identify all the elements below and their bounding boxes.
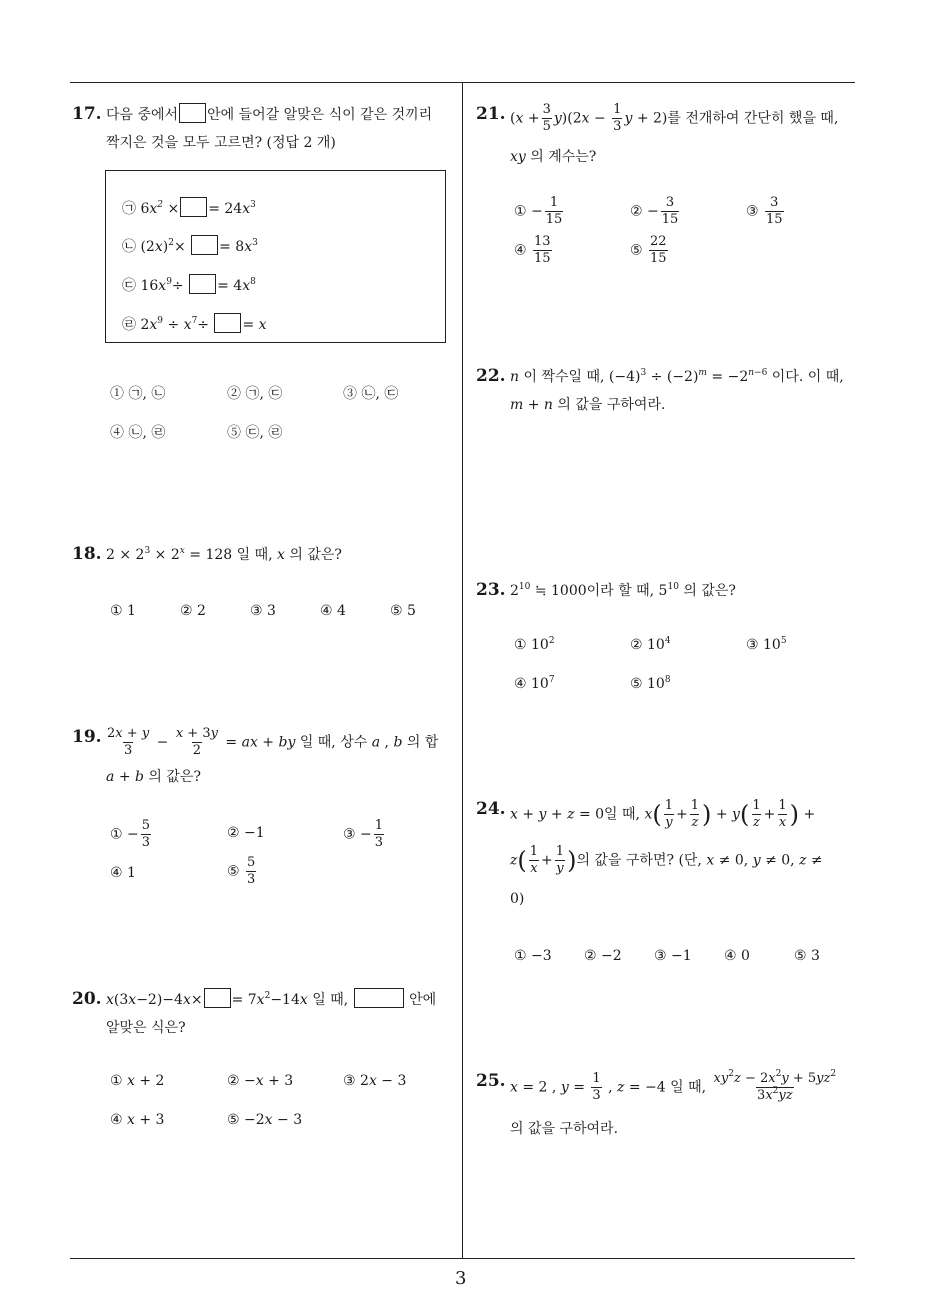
option-mark: ⑤: [227, 863, 240, 880]
problem-22-stem-line2: m + n 의 값을 구하여라.: [510, 397, 666, 413]
problem-21-stem-line2: xy 의 계수는?: [510, 149, 597, 165]
problem-23-stem-a: 이라 할 때,: [586, 583, 655, 599]
problem-18-option-4[interactable]: ④ 4: [320, 603, 346, 619]
option-mark: ④: [514, 676, 527, 692]
problem-24-stem-b: 의 값을 구하면? (단,: [576, 852, 702, 869]
problem-24-number: 24.: [476, 799, 506, 819]
problem-17-box-row-3: ㉢ $16x^9\div = 4x^8$: [122, 274, 256, 295]
problem-24-stem-line3: 0): [510, 891, 525, 907]
problem-24-option-1[interactable]: ① −3: [514, 948, 552, 964]
problem-24-option-4[interactable]: ④ 0: [724, 948, 750, 964]
problem-23-option-3[interactable]: ③ $10^5$: [746, 636, 787, 653]
problem-21-option-5[interactable]: ⑤ $\frac{22}{15}$: [630, 234, 667, 266]
option-mark: ③: [746, 203, 759, 220]
problem-19-option-3[interactable]: ③ − $\frac{1}{3}$: [343, 818, 384, 850]
problem-18-option-2[interactable]: ② 2: [180, 603, 206, 619]
problem-17-number: 17.: [72, 104, 102, 124]
option-mark: ①: [514, 637, 527, 653]
problem-19-stem-line2: a + b 의 값은?: [106, 769, 201, 785]
answer-blank: [214, 313, 241, 333]
problem-24-stem-a: 일 때,: [604, 806, 640, 823]
answer-blank: [180, 197, 207, 217]
problem-19-option-1[interactable]: ① − $\frac{5}{3}$: [110, 818, 151, 850]
problem-17-stem-a: 다음 중에서: [106, 107, 179, 123]
problem-17-box-row-2: ㉡ $(2x)^2\times = 8x^3$: [122, 235, 258, 256]
problem-17-option-5[interactable]: ⑤ ㉢, ㉣: [227, 425, 283, 441]
problem-18-stem-end: 의 값은?: [289, 547, 342, 563]
row-label: ㉠: [122, 201, 136, 217]
problem-18-stem-tail: 일 때,: [236, 547, 273, 563]
problem-19-stem-a: 일 때, 상수: [299, 734, 368, 751]
problem-21-number: 21.: [476, 104, 506, 124]
option-mark: ⑤: [227, 1112, 240, 1128]
problem-24-option-3[interactable]: ③ −1: [654, 948, 692, 964]
problem-17-stem-b: 안에 들어갈 알맞은 식이 같은 것끼리: [207, 107, 433, 123]
problem-19-option-2[interactable]: [227, 825, 265, 841]
problem-25-stem-line1: x = 2 , y = $\frac{1}{3}$ , z = −4 일 때, $\frac{xy^2z - 2x^2y + 5yz^2}{3x^2yz}$: [510, 1069, 837, 1103]
problem-23-option-4[interactable]: ④ $10^7$: [514, 675, 555, 692]
answer-blank: [189, 274, 216, 294]
problem-19-stem-c: 의 합: [406, 734, 439, 751]
problem-25-stem-line2: 의 값을 구하여라.: [510, 1121, 619, 1137]
problem-17-stem-line1: [106, 100, 432, 130]
problem-20-stem-line1: $x(3x-2)-4x\times = 7x^2-14x$ 일 때, 안에: [106, 985, 436, 1015]
problem-23-option-2[interactable]: ② $10^4$: [630, 636, 671, 653]
problem-17-option-2[interactable]: ② ㉠, ㉢: [227, 386, 283, 402]
problem-18-option-3[interactable]: ③ 3: [250, 603, 276, 619]
problem-22-stem-line1: n 이 짝수일 때, $(-4)^3 \div (-2)^m = -2^{n-6}$ 이다. 이 때,: [510, 368, 844, 385]
problem-22-stem-b: 이다. 이 때,: [771, 369, 844, 385]
problem-25-number: 25.: [476, 1071, 506, 1091]
problem-20-stem-a: 일 때,: [312, 992, 349, 1008]
problem-21-stem-line1: (x + $\frac{3}{5}$ y)(2x − $\frac{1}{3}$ y + 2)를 전개하여 간단히 했을 때,: [510, 102, 839, 134]
row-label: ㉣: [122, 317, 136, 333]
problem-17-option-3[interactable]: ③ ㉡, ㉢: [343, 386, 399, 402]
problem-21-option-3[interactable]: ③ $\frac{3}{15}$: [746, 195, 783, 227]
problem-18-option-5[interactable]: ⑤ 5: [390, 603, 416, 619]
option-mark: ②: [630, 203, 643, 220]
option-mark: ⑤: [630, 676, 643, 692]
problem-19-stem-d: 의 값은?: [148, 769, 201, 785]
problem-20-number: 20.: [72, 989, 102, 1009]
problem-21-option-1[interactable]: ① − $\frac{1}{15}$: [514, 195, 563, 227]
answer-blank: [191, 235, 218, 255]
problem-20-option-3[interactable]: ③ 2x − 3: [343, 1073, 407, 1089]
problem-21-option-4[interactable]: ④ $\frac{13}{15}$: [514, 234, 551, 266]
problem-17-option-1[interactable]: ① ㉠, ㉡: [110, 386, 166, 402]
option-value: 1: [127, 865, 136, 881]
option-mark: ③: [746, 637, 759, 653]
problem-20-option-4[interactable]: ④ x + 3: [110, 1112, 165, 1128]
problem-22-stem-c: 의 값을 구하여라.: [557, 397, 666, 413]
option-mark: ⑤: [630, 242, 643, 259]
problem-17-box-row-4: ㉣ $2x^9 \div x^7\div = x$: [122, 313, 267, 334]
problem-19-stem-line1: $\frac{2x + y}{3}$ − $\frac{x + 3y}{2}$ = ax + by 일 때, 상수 a , b 의 합: [107, 726, 439, 758]
option-mark: ①: [514, 203, 527, 220]
option-mark: ①: [110, 826, 123, 843]
problem-20-option-5[interactable]: ⑤ −2x − 3: [227, 1112, 303, 1128]
problem-19-option-5[interactable]: ⑤ $\frac{5}{3}$: [227, 855, 256, 887]
column-divider: [462, 82, 463, 1259]
row-label: ㉢: [122, 278, 136, 294]
answer-blank: [354, 988, 404, 1008]
problem-25-stem-a: 일 때,: [670, 1079, 707, 1096]
option-mark: ②: [227, 825, 240, 841]
problem-24-option-2[interactable]: ② −2: [584, 948, 622, 964]
problem-24-stem-line1: x + y + z = 0일 때, x( $\frac{1}{y}$ + $\frac{1}{z}$ ) + y( $\frac{1}{z}$ + $\frac{1}{x}$ ) +: [510, 798, 816, 830]
row-label: ㉡: [122, 239, 136, 255]
problem-18-option-1[interactable]: ① 1: [110, 603, 136, 619]
problem-21-option-2[interactable]: ② − $\frac{3}{15}$: [630, 195, 679, 227]
problem-17-stem-line2: 짝지은 것을 모두 고르면? (정답 2 개): [106, 135, 336, 151]
problem-19-number: 19.: [72, 727, 102, 747]
problem-23-stem: $2^{10}$ ≒ 1000이라 할 때, $5^{10}$ 의 값은?: [510, 582, 736, 599]
problem-23-option-1[interactable]: ① $10^2$: [514, 636, 555, 653]
answer-blank: [179, 103, 206, 123]
problem-22-number: 22.: [476, 366, 506, 386]
problem-24-option-5[interactable]: ⑤ 3: [794, 948, 820, 964]
problem-18-number: 18.: [72, 544, 102, 564]
option-mark: ④: [514, 242, 527, 259]
bottom-rule: [70, 1258, 855, 1259]
problem-23-stem-b: 의 값은?: [683, 583, 736, 599]
problem-20-option-2[interactable]: ② −x + 3: [227, 1073, 294, 1089]
option-mark: ③: [343, 1073, 356, 1089]
answer-blank: [204, 988, 231, 1008]
option-mark: ④: [110, 865, 123, 881]
problem-23-number: 23.: [476, 580, 506, 600]
option-mark: ②: [630, 637, 643, 653]
problem-23-option-5[interactable]: ⑤ $10^8$: [630, 675, 671, 692]
option-value: −1: [244, 825, 265, 841]
problem-22-stem-a: 이 짝수일 때,: [523, 369, 605, 385]
problem-17-option-4[interactable]: ④ ㉡, ㉣: [110, 425, 166, 441]
problem-19-option-4[interactable]: [110, 865, 136, 881]
page-number: 3: [455, 1268, 467, 1289]
problem-20-stem-line2: 알맞은 식은?: [106, 1020, 186, 1036]
problem-19-stem-b: ,: [384, 734, 389, 751]
option-mark: ①: [110, 1073, 123, 1089]
problem-24-stem-line2: z( $\frac{1}{x}$ + $\frac{1}{y}$ )의 값을 구하면? (단, x ≠ 0, y ≠ 0, z ≠: [510, 844, 823, 876]
option-mark: ②: [227, 1073, 240, 1089]
option-mark: ④: [110, 1112, 123, 1128]
problem-18-stem: $2 \times 2^3 \times 2^x = 128$ 일 때, x 의 값은?: [106, 546, 342, 563]
problem-21-stem-a: 를 전개하여 간단히 했을 때,: [667, 110, 839, 127]
problem-20-stem-b: 안에: [409, 992, 437, 1008]
problem-20-option-1[interactable]: ① x + 2: [110, 1073, 165, 1089]
option-mark: ③: [343, 826, 356, 843]
problem-21-stem-b: 의 계수는?: [530, 149, 597, 165]
problem-17-box-row-1: ㉠ $6x^2$ × = $24x^3$: [122, 197, 256, 218]
